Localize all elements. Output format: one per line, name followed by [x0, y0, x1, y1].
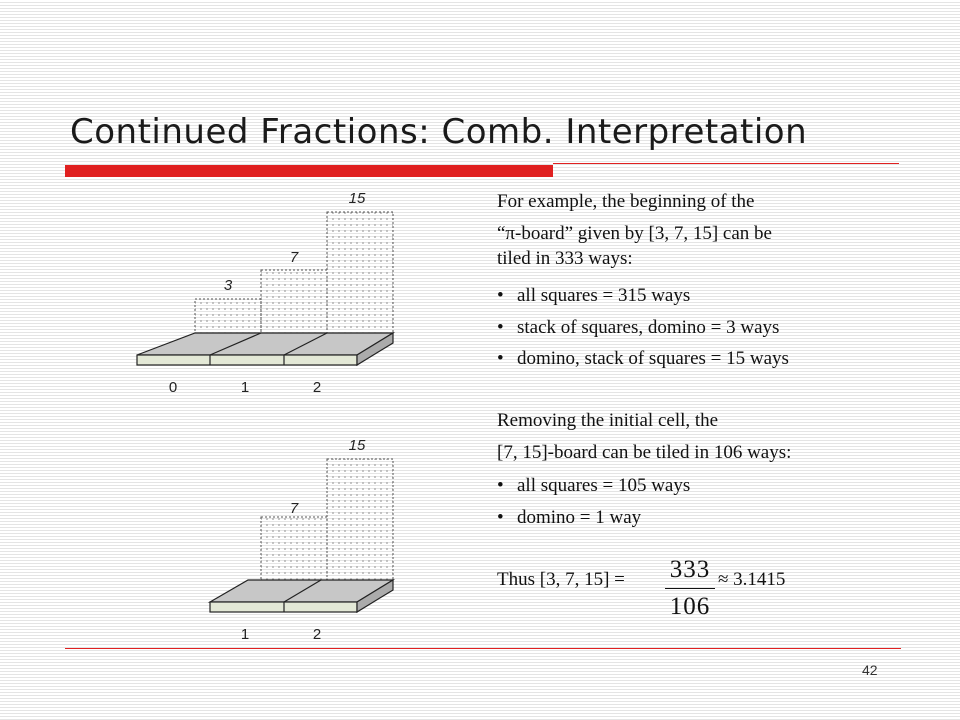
bullet-text: all squares = 105 ways [517, 475, 691, 496]
bullet-item [497, 507, 641, 529]
fraction-bar [665, 588, 715, 589]
slide-title: Continued Fractions: Comb. Interpretation [70, 112, 808, 152]
bullet-icon: • [497, 475, 504, 496]
board-1-position-label: 1 [240, 379, 250, 396]
board-1-height-label: 15 [348, 190, 366, 207]
pi-fraction [665, 556, 715, 621]
board-1-tile-top [137, 333, 393, 355]
bullet-text: stack of squares, domino = 3 ways [517, 317, 780, 338]
board-1-column-2 [327, 212, 393, 333]
fraction-denominator: 106 [669, 593, 711, 620]
conclusion-prefix: Thus [3, 7, 15] = [497, 569, 625, 590]
board-1-height-label: 7 [289, 249, 299, 266]
bullet-icon: • [497, 507, 504, 528]
board-1-position-label: 0 [168, 379, 178, 396]
board-2-position-label: 2 [312, 626, 322, 643]
bullet-icon: • [497, 348, 504, 369]
board-1-position-label: 2 [312, 379, 322, 396]
bullet-text: domino = 1 way [517, 507, 642, 528]
board-1-diagram [137, 190, 393, 396]
bullet-item [497, 317, 779, 339]
intro-text-line: tiled in 333 ways: [497, 248, 633, 269]
fraction-numerator: 333 [669, 556, 711, 583]
board-2-diagram [210, 437, 393, 643]
approximation-value: ≈ 3.1415 [718, 569, 786, 590]
intro-text-line: For example, the beginning of the [497, 191, 755, 212]
board-2-height-label: 7 [289, 500, 299, 517]
board-1-column-1 [261, 270, 327, 333]
board-1-tile-front [137, 355, 357, 365]
bullet-text: all squares = 315 ways [517, 285, 691, 306]
board-2-height-label: 15 [348, 437, 366, 454]
removing-text-line: [7, 15]-board can be tiled in 106 ways: [497, 442, 792, 463]
bullet-icon: • [497, 285, 504, 306]
footer-line [65, 648, 901, 649]
intro-text-line: “π-board” given by [3, 7, 15] can be [497, 223, 772, 244]
removing-text-line: Removing the initial cell, the [497, 410, 719, 431]
bullet-icon: • [497, 317, 504, 338]
board-1-height-label: 3 [223, 277, 233, 294]
bullet-item [497, 475, 690, 497]
page-number: 42 [862, 662, 878, 678]
bullet-text: domino, stack of squares = 15 ways [517, 348, 789, 369]
board-2-position-label: 1 [240, 626, 250, 643]
bullet-item [497, 285, 690, 307]
board-2-column-1 [261, 517, 327, 580]
board-1-column-0 [195, 299, 261, 333]
board-2-column-2 [327, 459, 393, 580]
bullet-item [497, 348, 789, 370]
